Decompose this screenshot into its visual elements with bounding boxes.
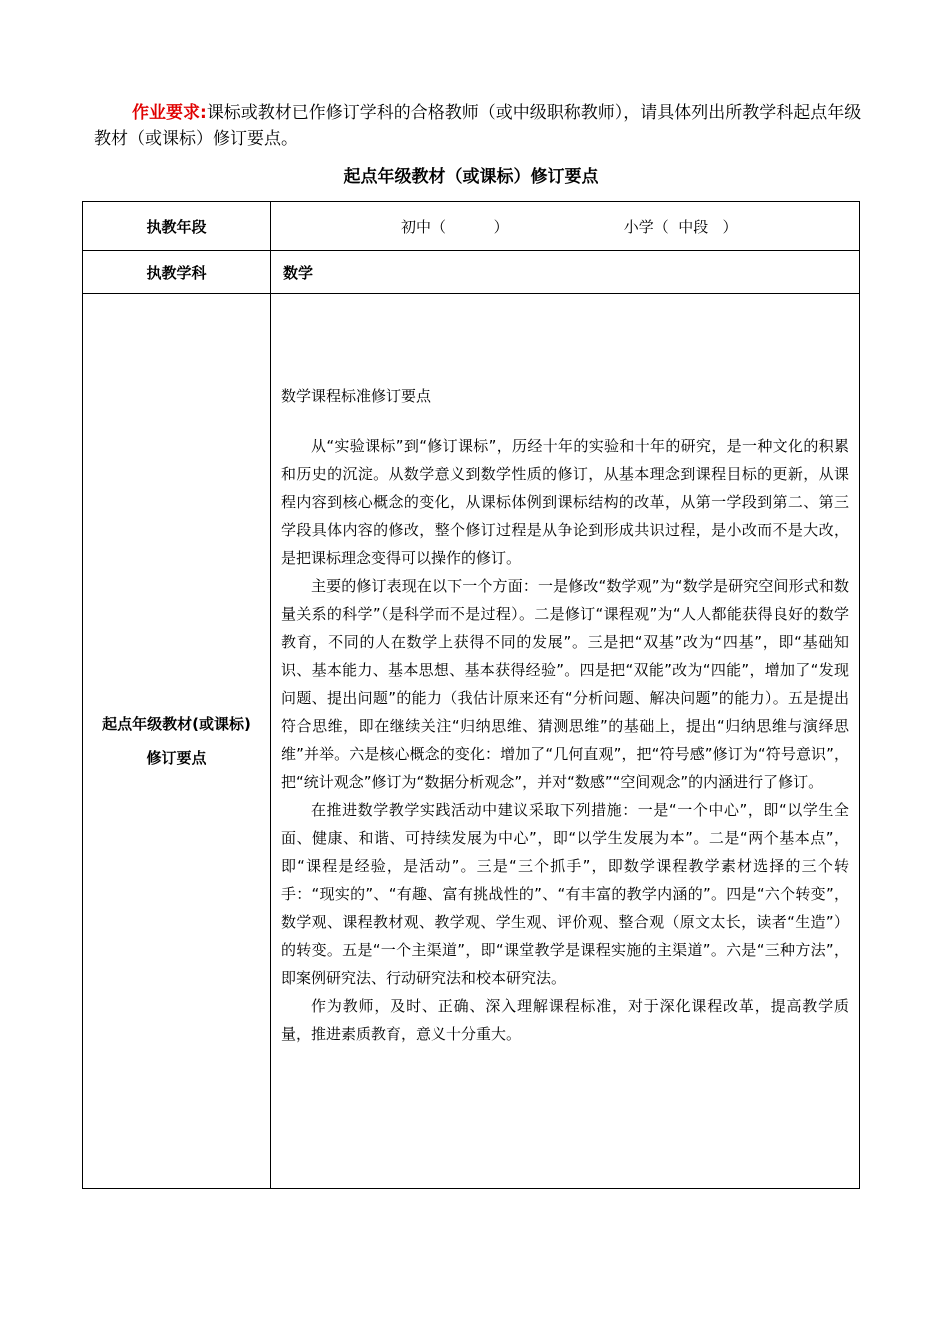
assignment-requirement (94, 100, 864, 152)
revision-points-label (83, 294, 271, 1189)
requirement-label: 作业要求: (132, 103, 207, 123)
revision-points-row (83, 294, 860, 1189)
paragraph-suggested-measures: 在推进数学教学实践活动中建议采取下列措施：一是“一个中心”，即“以学生全面、健康、和谐、可持续发展为中心”，即“以学生发展为本”。二是“两个基本点”，即“课程是经验，是活动”。三是“三个抓手”，即数学课程教学素材选择的三个转手：“现实的”、“有趣、富有挑战性的”、“有丰富的教学内涵的”。四是“六个转变”，数学观、课程教材观、教学观、学生观、评价观、整合观（原文太长，读者“生造”）的转变。五是“一个主渠道”，即“课堂教学是课程实施的主渠道”。六是“三种方法”，即案例研究法、行动研究法和校本研究法。 (281, 801, 849, 987)
revision-points-label-line1: 起点年级教材(或课标) (102, 715, 251, 733)
requirement-text: 课标或教材已作修订学科的合格教师（或中级职称教师），请具体列出所教学科起点年级教材（或课标）修订要点。 (94, 103, 862, 149)
teaching-stage-value (271, 202, 860, 251)
teaching-subject-label: 执教学科 (83, 251, 271, 294)
document-title: 起点年级教材（或课标）修订要点 (343, 167, 599, 187)
stage-primary-option: 小学（ 中段 ） (623, 217, 738, 236)
paragraph-conclusion: 作为教师，及时、正确、深入理解课程标准，对于深化课程改革，提高教学质量，推进素质教育，意义十分重大。 (281, 997, 849, 1043)
teaching-stage-row (83, 202, 860, 251)
revision-points-heading: 数学课程标准修订要点 (281, 387, 432, 405)
revision-points-content (271, 294, 860, 1189)
paragraph-overview: 从“实验课标”到“修订课标”，历经十年的实验和十年的研究，是一种文化的积累和历史的沉淀。从数学意义到数学性质的修订，从基本理念到课程目标的更新，从课程内容到核心概念的变化，从课标体例到课标结构的改革，从第一学段到第二、第三学段具体内容的修改，整个修订过程是从争论到形成共识过程，是小改而不是大改，是把课标理念变得可以操作的修订。 (281, 437, 849, 567)
teaching-subject-row (83, 251, 860, 294)
stage-junior-option: 初中（ ） (401, 217, 509, 236)
revision-points-label-line2: 修订要点 (146, 749, 207, 767)
revision-points-form (82, 201, 860, 1189)
teaching-subject-value: 数学 (271, 251, 860, 294)
paragraph-main-revisions: 主要的修订表现在以下一个方面：一是修改“数学观”为“数学是研究空间形式和数量关系的科学”（是科学而不是过程）。二是修订“课程观”为“人人都能获得良好的数学教育，不同的人在数学上获得不同的发展”。三是把“双基”改为“四基”，即“基础知识、基本能力、基本思想、基本获得经验”。四是把“双能”改为“四能”，增加了“发现问题、提出问题”的能力（我估计原来还有“分析问题、解决问题”的能力）。五是提出符合思维，即在继续关注“归纳思维、猜测思维”的基础上，提出“归纳思维与演绎思维”并举。六是核心概念的变化：增加了“几何直观”，把“符号感”修订为“符号意识”，把“统计观念”修订为“数据分析观念”，并对“数感”“空间观念”的内涵进行了修订。 (281, 577, 849, 791)
teaching-stage-label: 执教年段 (83, 202, 271, 251)
